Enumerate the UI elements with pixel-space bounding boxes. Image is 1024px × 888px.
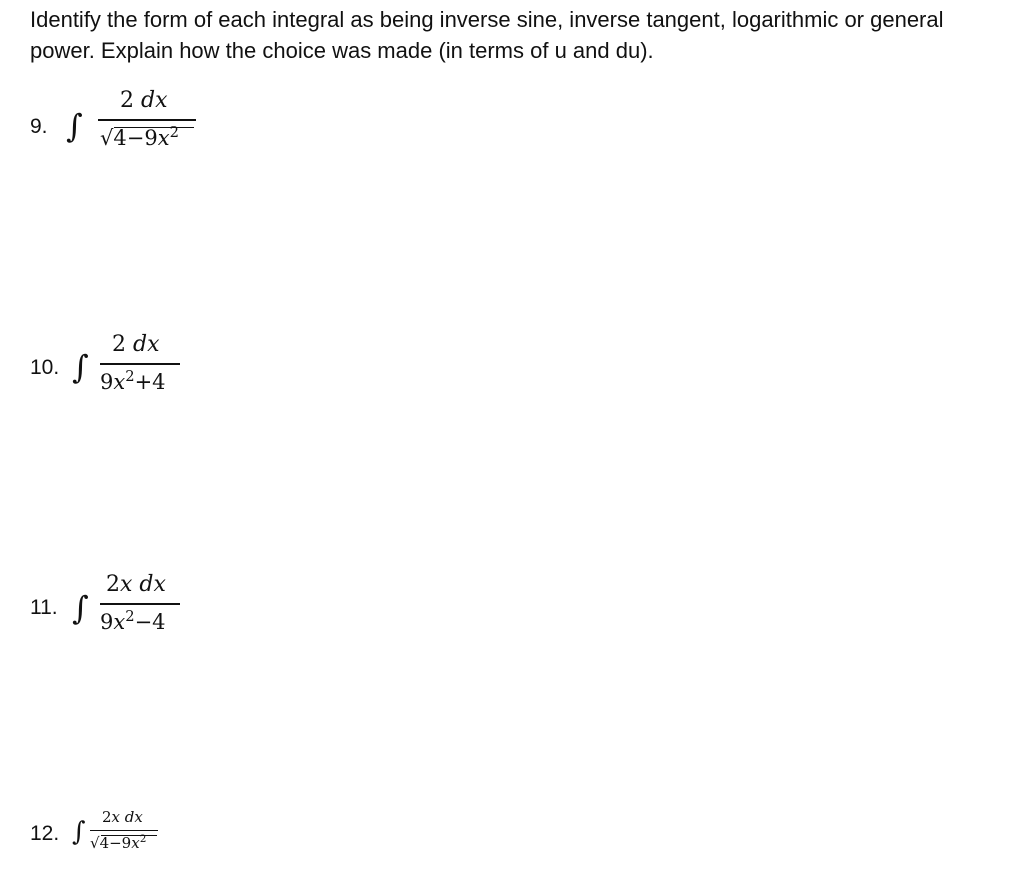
denominator-tail: −4	[134, 610, 166, 634]
radical-sign: √	[100, 126, 114, 150]
numerator	[102, 808, 143, 826]
numerator-variable: dx	[133, 332, 160, 357]
denominator-tail: +4	[134, 370, 166, 394]
numerator-coefficient: 2	[112, 332, 133, 357]
fraction-bar	[100, 363, 180, 365]
instructions-line-2: power. Explain how the choice was made (in terms of u and du).	[30, 38, 654, 63]
integral-sign: ∫	[66, 107, 83, 145]
denominator-exponent: 2	[125, 607, 135, 625]
numerator-variable: dx	[141, 88, 168, 113]
numerator-variable: x dx	[120, 572, 166, 597]
denominator-constant: 9	[100, 370, 114, 394]
numerator-coefficient: 2	[120, 88, 141, 113]
numerator-coefficient: 2	[106, 572, 120, 597]
fraction-bar	[98, 119, 196, 121]
numerator-variable: x dx	[111, 808, 143, 826]
problem-number: 10.	[30, 356, 60, 379]
denominator-constant: 4−9	[99, 834, 132, 852]
numerator	[106, 572, 166, 597]
integral-sign: ∫	[72, 817, 86, 847]
numerator-coefficient: 2	[102, 808, 112, 826]
problem-number: 11.	[30, 596, 58, 619]
denominator-constant: 9	[100, 610, 114, 634]
numerator	[112, 332, 160, 357]
denominator-exponent: 2	[125, 367, 135, 385]
denominator-exponent: 2	[139, 833, 147, 846]
radical-sign: √	[90, 834, 100, 852]
integral-sign: ∫	[72, 348, 89, 386]
fraction-bar	[90, 830, 158, 831]
problem-number: 9.	[30, 115, 48, 138]
denominator-variable: x	[131, 834, 140, 852]
denominator	[100, 123, 179, 150]
denominator-constant: 4−9	[113, 126, 158, 150]
numerator	[120, 88, 168, 113]
denominator-variable: x	[113, 610, 126, 634]
instructions-line-1: Identify the form of each integral as being inverse sine, inverse tangent, logarithmic or general	[30, 7, 944, 32]
problem-number: 12.	[30, 822, 60, 845]
fraction-bar	[100, 603, 180, 605]
radical-vinculum	[114, 127, 194, 128]
integral-sign: ∫	[72, 589, 89, 627]
radical-vinculum	[101, 835, 157, 836]
denominator	[90, 834, 146, 852]
denominator-variable: x	[157, 126, 170, 150]
denominator	[100, 367, 166, 394]
denominator-exponent: 2	[169, 123, 179, 141]
denominator-variable: x	[113, 370, 126, 394]
instructions	[30, 4, 1020, 66]
denominator	[100, 607, 166, 634]
